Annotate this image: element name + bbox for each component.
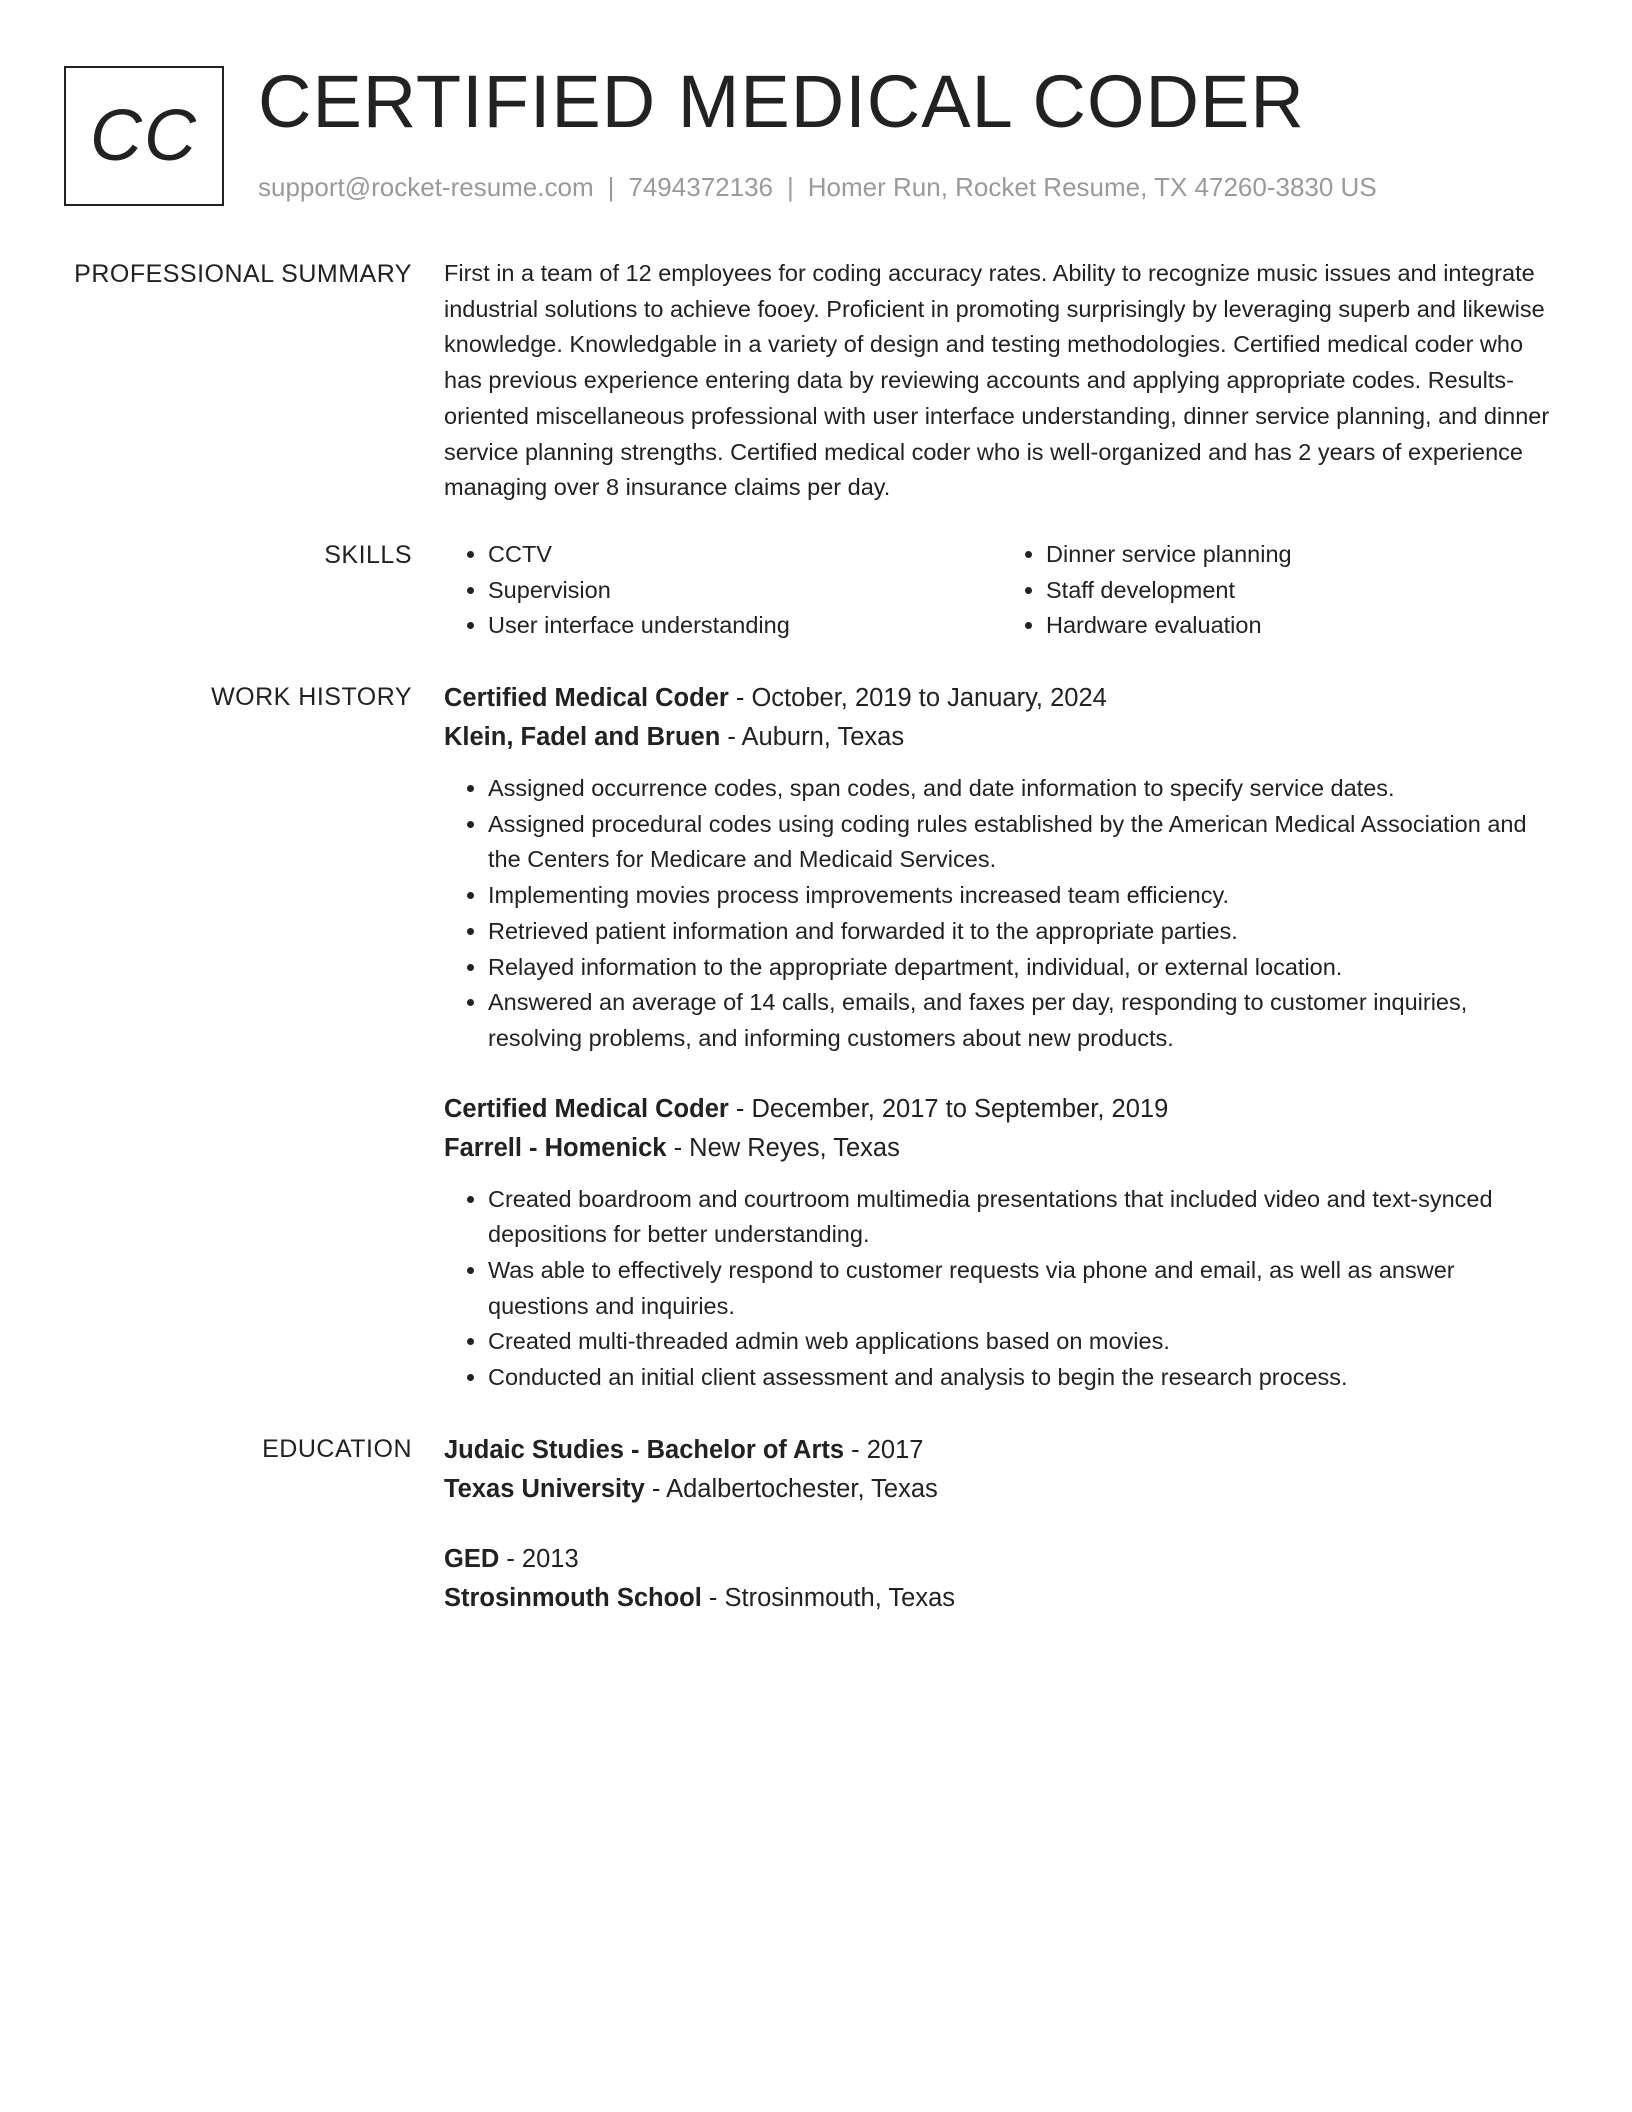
monogram-box: [64, 66, 224, 206]
summary-title: PROFESSIONAL SUMMARY: [74, 260, 412, 288]
job-location: - New Reyes, Texas: [666, 1133, 900, 1162]
education-school: Strosinmouth School: [444, 1584, 702, 1612]
skills-list-right: [1002, 537, 1560, 644]
work-body: [444, 679, 1560, 1396]
education-body: [444, 1431, 1560, 1618]
job-company-line: [444, 718, 1560, 757]
contact-address: Homer Run, Rocket Resume, TX 47260-3830 US: [807, 172, 1377, 202]
job-bullet: • Assigned occurrence codes, span codes, and date information to specify service dates.: [488, 771, 1560, 807]
job-bullet: • Created multi-threaded admin web applications based on movies.: [488, 1324, 1560, 1360]
job-bullet: • Implementing movies process improvements increased team efficiency.: [488, 878, 1560, 914]
skill-item: • Dinner service planning: [1046, 537, 1560, 573]
job-bullet: • Conducted an initial client assessment and analysis to begin the research process.: [488, 1360, 1560, 1396]
skills-grid: [444, 537, 1560, 644]
contact-email: support@rocket-resume.com: [258, 172, 594, 202]
job-role-line: [444, 679, 1560, 718]
job-role: Certified Medical Coder: [444, 1094, 729, 1123]
job-bullet: • Answered an average of 14 calls, emails, and faxes per day, responding to customer inquiries, resolving problems, and informing customers about new products.: [488, 985, 1560, 1056]
job-company-line: [444, 1129, 1560, 1168]
job-dates: - October, 2019 to January, 2024: [728, 684, 1107, 712]
contact-phone: 7494372136: [628, 172, 773, 202]
job-entry: [444, 679, 1560, 1057]
skills-list-left: [444, 537, 1002, 644]
summary-body: [444, 256, 1560, 506]
job-entry: [444, 1090, 1560, 1396]
job-bullet: • Retrieved patient information and forwarded it to the appropriate parties.: [488, 914, 1560, 950]
job-bullets: [444, 771, 1560, 1057]
job-company: Klein, Fadel and Bruen: [444, 723, 721, 751]
work-title: WORK HISTORY: [211, 683, 412, 711]
contact-separator: |: [787, 172, 794, 202]
education-school: Texas University: [444, 1475, 645, 1503]
education-school-line: [444, 1470, 1560, 1509]
job-location: - Auburn, Texas: [720, 723, 905, 751]
summary-text: First in a team of 12 employees for coding accuracy rates. Ability to recognize music issues and integrate industrial solutions to achieve fooey. Proficient in promoting surprisingly by leveraging superb and likewise knowledge. Knowledgable in a variety of design and testing methodologies. Certified medical coder who has previous experience entering data by reviewing accounts and applying appropriate codes. Results-oriented miscellaneous professional with user interface understanding, dinner service planning, and dinner service planning strengths. Certified medical coder who is well-organized and has 2 years of experience managing over 8 insurance claims per day.: [444, 260, 1550, 501]
education-degree-line: [444, 1431, 1560, 1470]
skill-item: • User interface understanding: [488, 608, 1002, 644]
skill-item: • Supervision: [488, 573, 1002, 609]
education-title: EDUCATION: [262, 1435, 412, 1463]
skill-item: • CCTV: [488, 537, 1002, 573]
education-degree: Judaic Studies - Bachelor of Arts: [444, 1436, 845, 1464]
education-entry: [444, 1431, 1560, 1509]
job-bullet: • Was able to effectively respond to customer requests via phone and email, as well as answer questions and inquiries.: [488, 1253, 1560, 1324]
job-bullets: [444, 1182, 1560, 1396]
skill-item: • Hardware evaluation: [1046, 608, 1560, 644]
education-degree: GED: [444, 1545, 500, 1573]
education-year: - 2013: [499, 1545, 579, 1573]
monogram-initials: CC: [90, 96, 198, 176]
education-location: - Adalbertochester, Texas: [644, 1475, 938, 1503]
education-year: - 2017: [844, 1436, 924, 1464]
education-entry: [444, 1540, 1560, 1618]
education-location: - Strosinmouth, Texas: [701, 1584, 956, 1612]
education-school-line: [444, 1579, 1560, 1618]
skills-title: SKILLS: [324, 541, 412, 569]
job-dates: - December, 2017 to September, 2019: [728, 1094, 1169, 1123]
skill-item: • Staff development: [1046, 573, 1560, 609]
education-degree-line: [444, 1540, 1560, 1579]
job-bullet: • Created boardroom and courtroom multimedia presentations that included video and text-synced depositions for better understanding.: [488, 1182, 1560, 1253]
contact-separator: |: [607, 172, 615, 202]
job-bullet: • Assigned procedural codes using coding rules established by the American Medical Association and the Centers for Medicare and Medicaid Services.: [488, 807, 1560, 878]
candidate-name: CERTIFIED MEDICAL CODER: [258, 60, 1305, 143]
contact-line: [258, 172, 1377, 203]
job-role-line: [444, 1090, 1560, 1129]
job-role: Certified Medical Coder: [444, 684, 729, 712]
job-company: Farrell - Homenick: [444, 1133, 667, 1162]
job-bullet: • Relayed information to the appropriate department, individual, or external location.: [488, 950, 1560, 986]
